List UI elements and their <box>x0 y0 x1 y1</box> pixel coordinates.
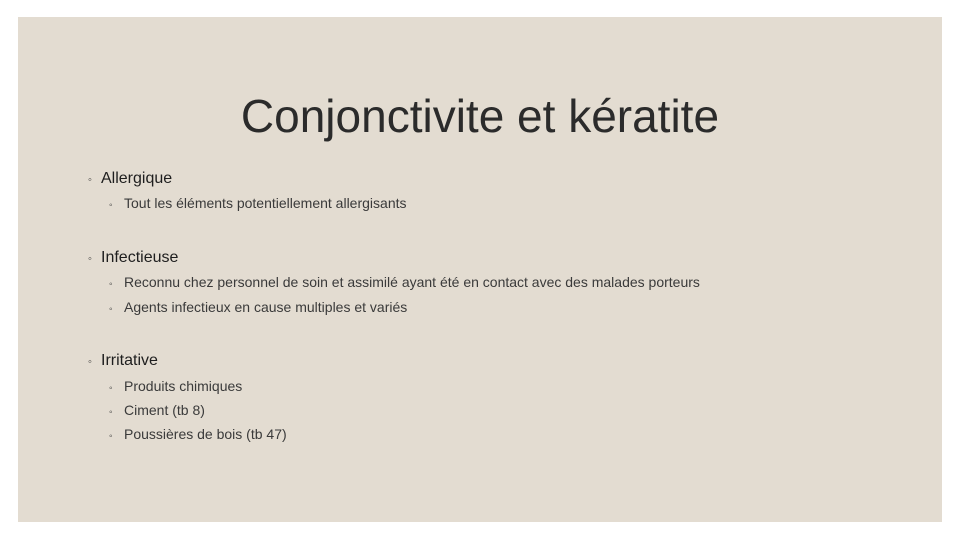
item-text: Agents infectieux en cause multiples et variés <box>124 299 408 315</box>
bullet-icon: ◦ <box>109 200 113 211</box>
list-item <box>88 170 908 190</box>
section-allergique <box>88 170 908 213</box>
section-label: Infectieuse <box>101 249 179 266</box>
slide-title: Conjonctivite et kératite <box>240 90 720 142</box>
section-infectieuse <box>88 249 908 317</box>
bullet-icon: ◦ <box>109 279 113 290</box>
bullet-icon: ◦ <box>109 407 113 418</box>
list-item <box>109 299 908 317</box>
slide <box>18 17 942 522</box>
section-label: Irritative <box>101 352 158 369</box>
list-item <box>88 249 908 269</box>
list-item <box>109 426 908 444</box>
list-item <box>109 274 908 292</box>
list-item <box>109 378 908 396</box>
item-text: Reconnu chez personnel de soin et assimilé ayant été en contact avec des malades porteurs <box>124 274 700 290</box>
bullet-icon: ◦ <box>109 383 113 394</box>
list-item <box>109 195 908 213</box>
item-text: Tout les éléments potentiellement allergisants <box>124 195 407 211</box>
bullet-icon: ◦ <box>88 356 92 368</box>
list-item <box>109 402 908 420</box>
item-text: Produits chimiques <box>124 378 243 394</box>
item-text: Poussières de bois (tb 47) <box>124 426 287 442</box>
list-item <box>88 352 908 372</box>
bullet-icon: ◦ <box>88 174 92 186</box>
item-text: Ciment (tb 8) <box>124 402 205 418</box>
section-label: Allergique <box>101 170 173 187</box>
section-irritative <box>88 352 908 444</box>
bullet-icon: ◦ <box>109 431 113 442</box>
bullet-icon: ◦ <box>109 304 113 315</box>
bullet-icon: ◦ <box>88 253 92 265</box>
